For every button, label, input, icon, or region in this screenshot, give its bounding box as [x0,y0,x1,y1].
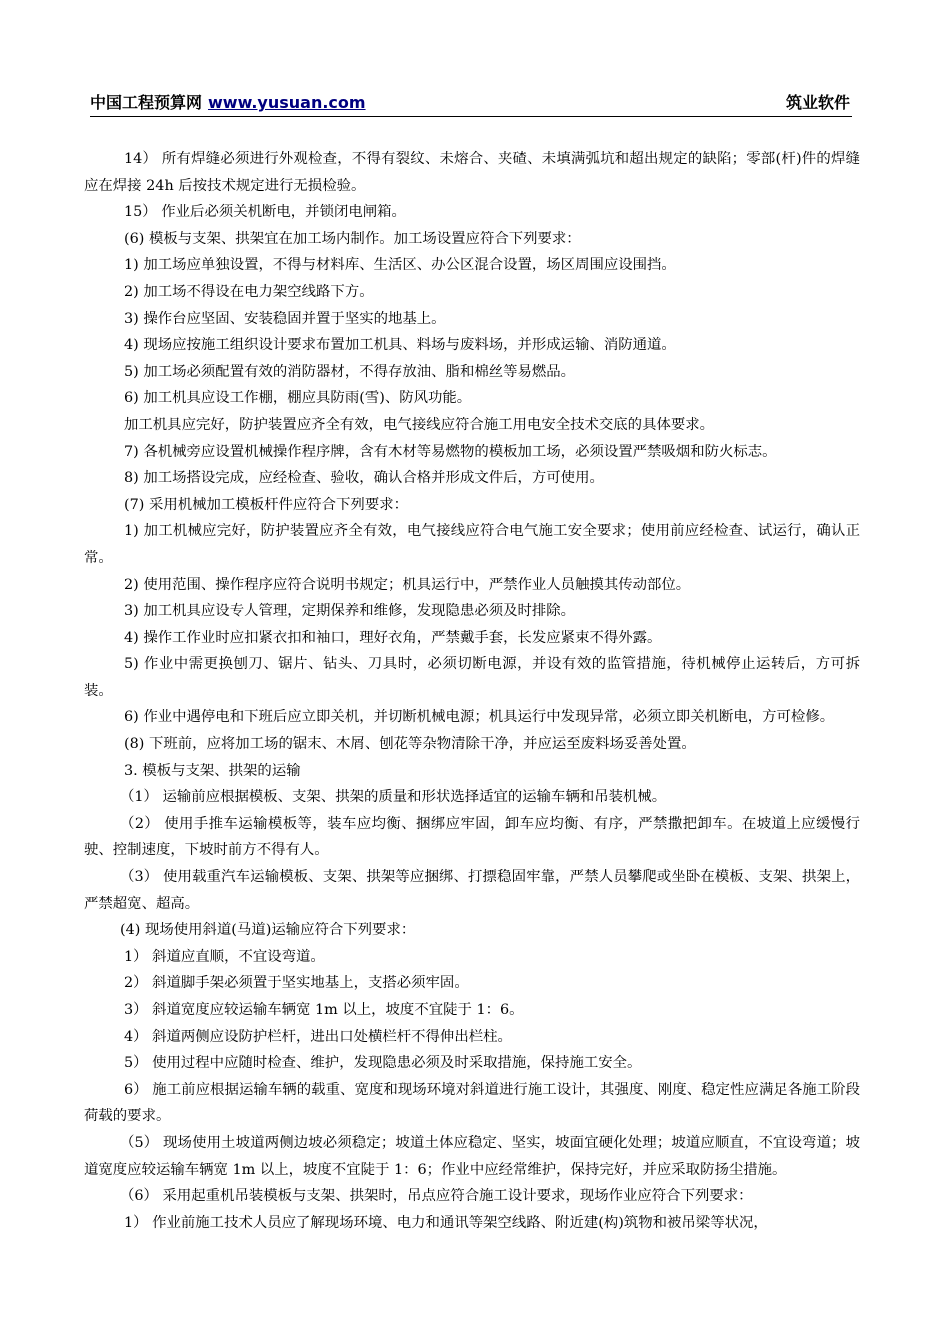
document-body [84,146,860,1236]
paragraph: 15） 作业后必须关机断电，并锁闭电闸箱。 [124,204,406,221]
paragraph: 1） 作业前施工技术人员应了解现场环境、电力和通讯等架空线路、附近建(构)筑物和被吊梁等状况， [124,1214,768,1231]
paragraph: 6) 作业中遇停电和下班后应立即关机，并切断机械电源；机具运行中发现异常，必须立即关机断电，方可检修。 [124,709,835,726]
site-url-link[interactable]: www.yusuan.com [208,93,366,112]
brand-name: 筑业软件 [785,93,850,112]
paragraph: 6) 加工机具应设工作棚，棚应具防雨(雪)、防风功能。 [124,390,472,407]
paragraph: 2） 斜道脚手架必须置于坚实地基上，支搭必须牢固。 [124,975,469,992]
paragraph: （2） 使用手推车运输模板等，装车应均衡、捆绑应牢固，卸车应均衡、有序，严禁撒把卸车。在坡道上应缓慢行驶、控制速度，下坡时前方不得有人。 [84,815,860,859]
paragraph: (6) 模板与支架、拱架宜在加工场内制作。加工场设置应符合下列要求： [124,230,581,247]
paragraph: 6） 施工前应根据运输车辆的载重、宽度和现场环境对斜道进行施工设计，其强度、刚度、稳定性应满足各施工阶段荷载的要求。 [84,1081,860,1125]
page-header [90,92,852,117]
paragraph: 3） 斜道宽度应较运输车辆宽 1m 以上，坡度不宜陡于 1：6。 [124,1002,524,1018]
paragraph: （5） 现场使用土坡道两侧边坡必须稳定；坡道土体应稳定、坚实，坡面宜硬化处理；坡道应顺直，不宜设弯道；坡道宽度应较运输车辆宽 1m 以上，坡度不宜陡于 1：6；作业中应经常维护，保持完好，并应采取防扬尘措施。 [84,1134,860,1178]
paragraph: （1） 运输前应根据模板、支架、拱架的质量和形状选择适宜的运输车辆和吊装机械。 [120,789,667,806]
site-name: 中国工程预算网 [90,93,203,112]
paragraph: 7) 各机械旁应设置机械操作程序牌，含有木材等易燃物的模板加工场，必须设置严禁吸烟和防火标志。 [124,443,777,460]
paragraph: 1) 加工场应单独设置，不得与材料库、生活区、办公区混合设置，场区周围应设围挡。 [124,257,676,274]
paragraph: 1） 斜道应直顺，不宜设弯道。 [124,948,325,965]
paragraph: 4） 斜道两侧应设防护栏杆，进出口处横栏杆不得伸出栏柱。 [124,1028,512,1045]
paragraph: 3) 操作台应坚固、安装稳固并置于坚实的地基上。 [124,310,446,327]
paragraph: 4) 操作工作业时应扣紧衣扣和袖口，理好衣角，严禁戴手套，长发应紧束不得外露。 [124,629,662,646]
paragraph: (8) 下班前，应将加工场的锯末、木屑、刨花等杂物清除干净，并应运至废料场妥善处置。 [124,736,696,753]
paragraph: (7) 采用机械加工模板杆件应符合下列要求： [124,496,408,513]
paragraph: 1) 加工机械应完好，防护装置应齐全有效，电气接线应符合电气施工安全要求；使用前应经检查、试运行，确认正常。 [84,523,860,566]
paragraph: (4) 现场使用斜道(马道)运输应符合下列要求： [120,922,416,939]
paragraph: 5) 作业中需更换刨刀、锯片、钻头、刀具时，必须切断电源，并设有效的监管措施，待机械停止运转后，方可拆装。 [84,656,860,699]
paragraph: 加工机具应完好，防护装置应齐全有效，电气接线应符合施工用电安全技术交底的具体要求。 [124,416,715,433]
paragraph: 4) 现场应按施工组织设计要求布置加工机具、料场与废料场，并形成运输、消防通道。 [124,337,676,354]
paragraph: 8) 加工场搭设完成，应经检查、验收，确认合格并形成文件后，方可使用。 [124,470,604,487]
paragraph: （6） 采用起重机吊装模板与支架、拱架时，吊点应符合施工设计要求，现场作业应符合下列要求： [120,1188,753,1205]
paragraph: （3） 使用载重汽车运输模板、支架、拱架等应捆绑、打摽稳固牢靠，严禁人员攀爬或坐卧在模板、支架、拱架上，严禁超宽、超高。 [84,869,860,912]
paragraph: 14） 所有焊缝必须进行外观检查，不得有裂纹、未熔合、夹碴、未填满弧坑和超出规定的缺陷；零部(杆)件的焊缝应在焊接 24h 后按技术规定进行无损检验。 [84,151,860,194]
paragraph: 5） 使用过程中应随时检查、维护，发现隐患必须及时采取措施，保持施工安全。 [124,1055,642,1072]
paragraph: 3) 加工机具应设专人管理，定期保养和维修，发现隐患必须及时排除。 [124,603,576,620]
paragraph: 2) 加工场不得设在电力架空线路下方。 [124,283,374,300]
header-left [90,92,366,114]
paragraph: 5) 加工场必须配置有效的消防器材，不得存放油、脂和棉丝等易燃品。 [124,363,576,380]
section-heading: 3. 模板与支架、拱架的运输 [124,762,301,779]
paragraph: 2) 使用范围、操作程序应符合说明书规定；机具运行中，严禁作业人员触摸其传动部位。 [124,576,691,593]
